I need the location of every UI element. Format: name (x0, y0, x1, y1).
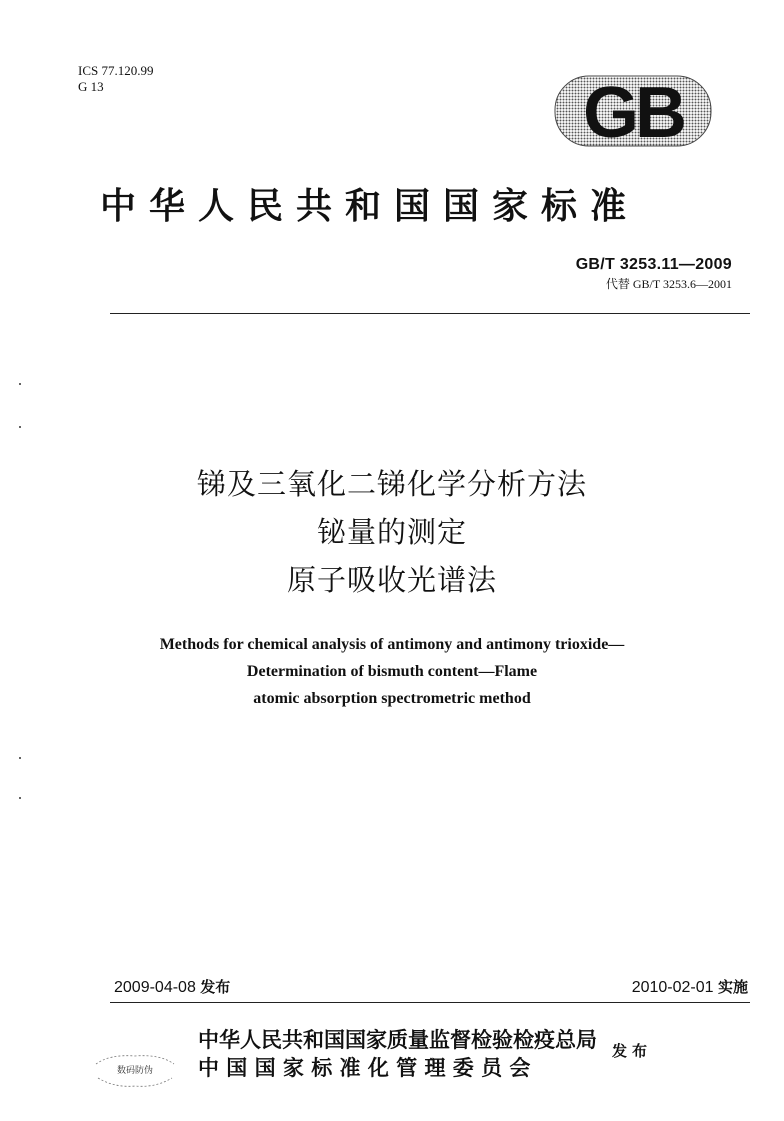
footer-divider (110, 1002, 750, 1003)
title-cn-line1: 锑及三氧化二锑化学分析方法 (196, 467, 587, 501)
title-cn-line2: 铋量的测定 (316, 515, 467, 549)
effective-date (632, 976, 748, 997)
margin-mark (19, 383, 21, 385)
anti-counterfeit-stamp-icon (90, 1050, 180, 1090)
issuer-line1: 中华人民共和国国家质量监督检验检疫总局 (198, 1027, 597, 1052)
replaces-code: 代替 GB/T 3253.6—2001 (605, 277, 732, 291)
issuer-line2: 中 国 国 家 标 准 化 管 理 委 员 会 (198, 1055, 531, 1080)
effective-date-label: 实施 (717, 978, 748, 996)
issue-date-value: 2009-04-08 (114, 979, 196, 996)
issue-date (114, 976, 230, 997)
standard-title: 中华人民共和国国家标准 (100, 185, 640, 227)
ccs-code: G 13 (78, 79, 104, 94)
ics-code: ICS 77.120.99 (78, 63, 154, 78)
svg-text:数码防伪: 数码防伪 (116, 1066, 154, 1076)
svg-text:GB: GB (583, 74, 683, 148)
effective-date-value: 2010-02-01 (631, 979, 714, 996)
classification-codes (78, 63, 153, 95)
margin-mark (19, 797, 21, 799)
issue-word: 发布 (612, 1042, 653, 1060)
standard-code: GB/T 3253.11—2009 (575, 256, 732, 273)
issue-date-label: 发布 (200, 978, 231, 996)
title-en-line1: Methods for chemical analysis of antimony and antimony trioxide— (159, 636, 625, 653)
margin-mark (19, 757, 21, 759)
title-en-line2: Determination of bismuth content—Flame (246, 663, 538, 680)
header-divider (110, 313, 750, 314)
title-en-line3: atomic absorption spectrometric method (253, 690, 531, 707)
margin-mark (19, 426, 21, 428)
title-cn-line3: 原子吸收光谱法 (286, 563, 497, 597)
title-en (0, 631, 784, 712)
gb-logo-icon (553, 74, 713, 148)
standard-code-block (576, 256, 732, 292)
